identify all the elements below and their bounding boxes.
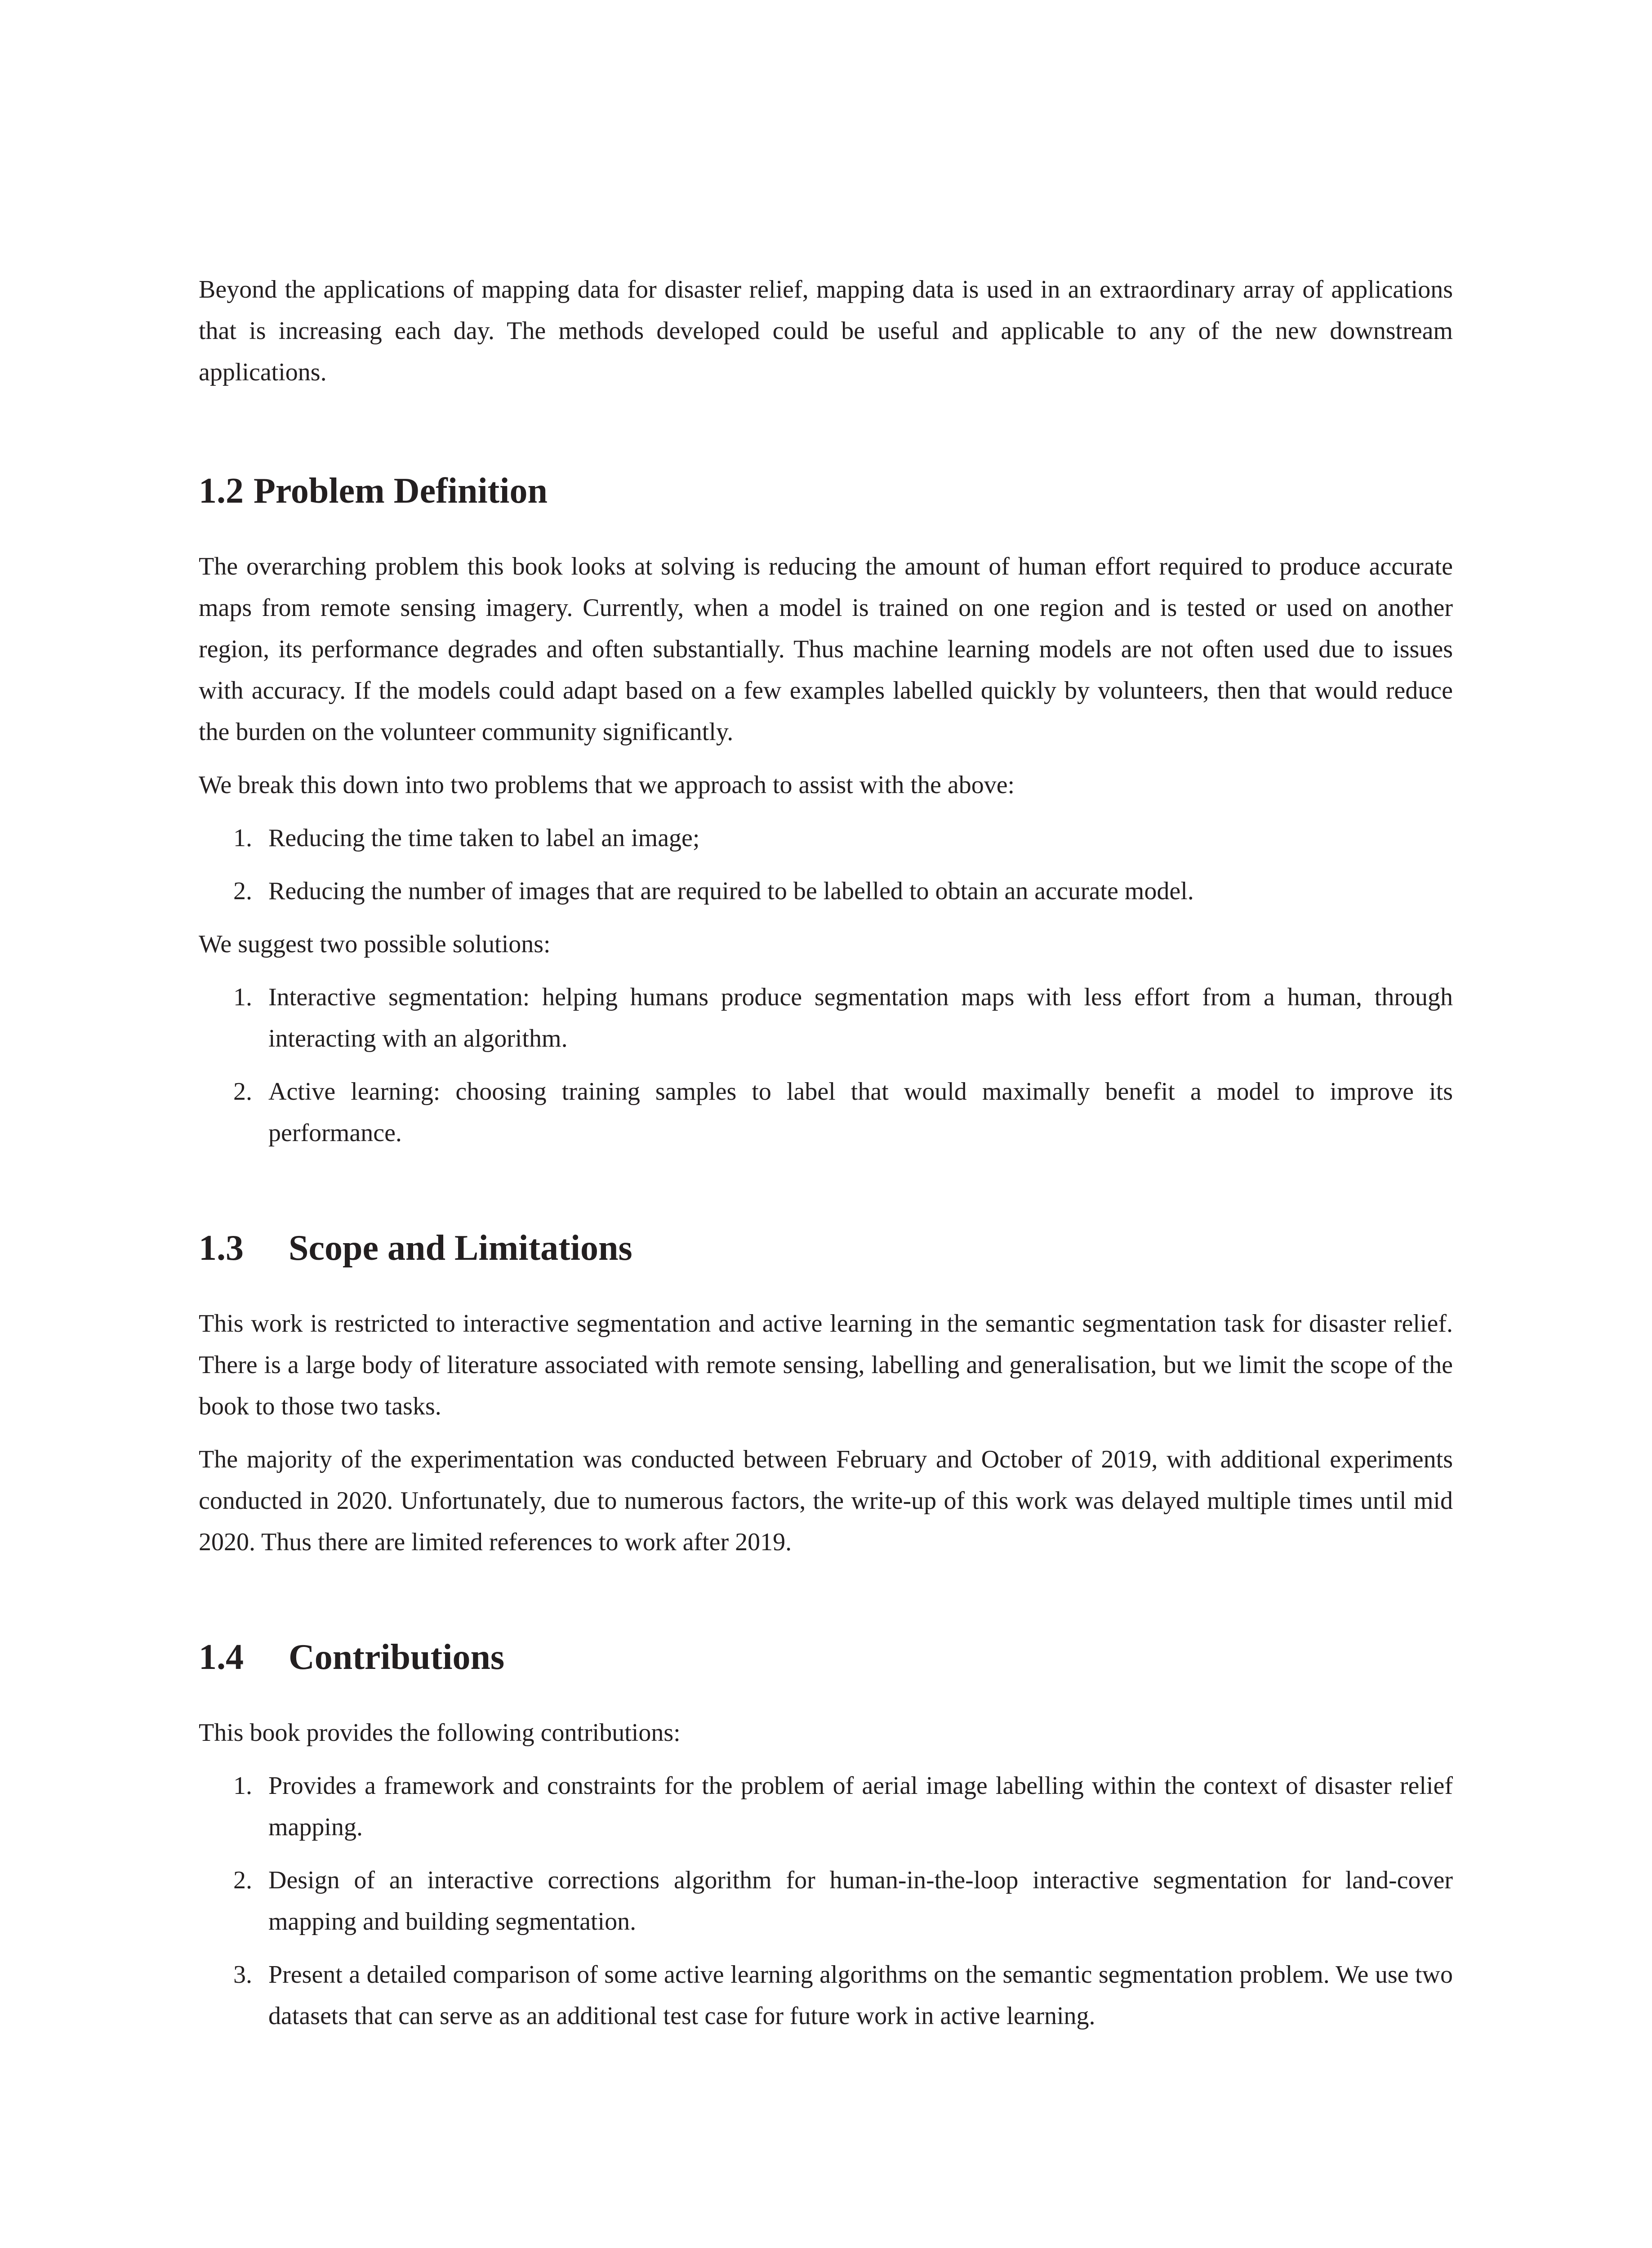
list-marker: 1.: [233, 1772, 252, 1800]
list-item-text: Design of an interactive corrections algorithm for human-in-the-loop interactive segmentation for land-cover mapping and building segmentation.: [268, 1866, 1453, 1936]
list-marker: 1.: [233, 983, 252, 1011]
list-item: [199, 817, 1453, 859]
problem-definition-paragraph: The overarching problem this book looks at solving is reducing the amount of human effort required to produce accurate maps from remote sensing imagery. Currently, when a model is trained on one region and is tested or used on another region, its performance degrades and often substantially. Thus machine learning models are not often used due to issues with accuracy. If the models could adapt based on a few examples labelled quickly by volunteers, then that would reduce the burden on the volunteer community significantly.: [199, 553, 1453, 746]
section-heading-1-3: [199, 1226, 1453, 1271]
list-item: [199, 1071, 1453, 1154]
list-marker: 3.: [233, 1961, 252, 1989]
contributions-intro-paragraph: This book provides the following contributions:: [199, 1719, 681, 1747]
scope-paragraph: This work is restricted to interactive segmentation and active learning in the semantic segmentation task for disaster relief. There is a large body of literature associated with remote sensing, labelling and generalisation, but we limit the scope of the book to those two tasks.: [199, 1310, 1453, 1420]
section-title: Problem Definition: [254, 471, 548, 511]
contributions-list: [199, 1765, 1453, 2037]
list-marker: 2.: [233, 1866, 252, 1894]
solutions-intro-paragraph: We suggest two possible solutions:: [199, 930, 551, 958]
problems-list: [199, 817, 1453, 912]
list-marker: 1.: [233, 824, 252, 852]
list-item: [199, 1765, 1453, 1848]
section-number: 1.4: [199, 1637, 244, 1677]
list-item-text: Reducing the time taken to label an image;: [268, 824, 700, 852]
section-heading-1-4: [199, 1635, 1453, 1680]
experimentation-paragraph: The majority of the experimentation was conducted between February and October of 2019, with additional experiments conducted in 2020. Unfortunately, due to numerous factors, the write-up of this work was delayed multiple times until mid 2020. Thus there are limited references to work after 2019.: [199, 1445, 1453, 1556]
section-number: 1.2: [199, 471, 244, 511]
section-number: 1.3: [199, 1228, 244, 1268]
section-heading-1-2: [199, 468, 1453, 513]
page-content: [199, 269, 1453, 2037]
list-marker: 2.: [233, 877, 252, 905]
list-item: [199, 1954, 1453, 2037]
list-item-text: Present a detailed comparison of some active learning algorithms on the semantic segmentation problem. We use two datasets that can serve as an additional test case for future work in active learning.: [268, 1961, 1453, 2030]
intro-paragraph: Beyond the applications of mapping data for disaster relief, mapping data is used in an extraordinary array of applications that is increasing each day. The methods developed could be useful and applicable to any of the new downstream applications.: [199, 276, 1453, 386]
problems-intro-paragraph: We break this down into two problems that we approach to assist with the above:: [199, 771, 1015, 799]
solutions-list: [199, 977, 1453, 1154]
list-item-text: Active learning: choosing training samples to label that would maximally benefit a model to improve its performance.: [268, 1078, 1453, 1147]
list-item-text: Reducing the number of images that are required to be labelled to obtain an accurate model.: [268, 877, 1194, 905]
section-title: Contributions: [289, 1637, 505, 1677]
list-item-text: Interactive segmentation: helping humans produce segmentation maps with less effort from a human, through interacting with an algorithm.: [268, 983, 1453, 1053]
list-item-text: Provides a framework and constraints for the problem of aerial image labelling within the context of disaster relief mapping.: [268, 1772, 1453, 1841]
list-marker: 2.: [233, 1078, 252, 1106]
list-item: [199, 1860, 1453, 1942]
list-item: [199, 977, 1453, 1059]
section-title: Scope and Limitations: [289, 1228, 632, 1268]
list-item: [199, 870, 1453, 912]
